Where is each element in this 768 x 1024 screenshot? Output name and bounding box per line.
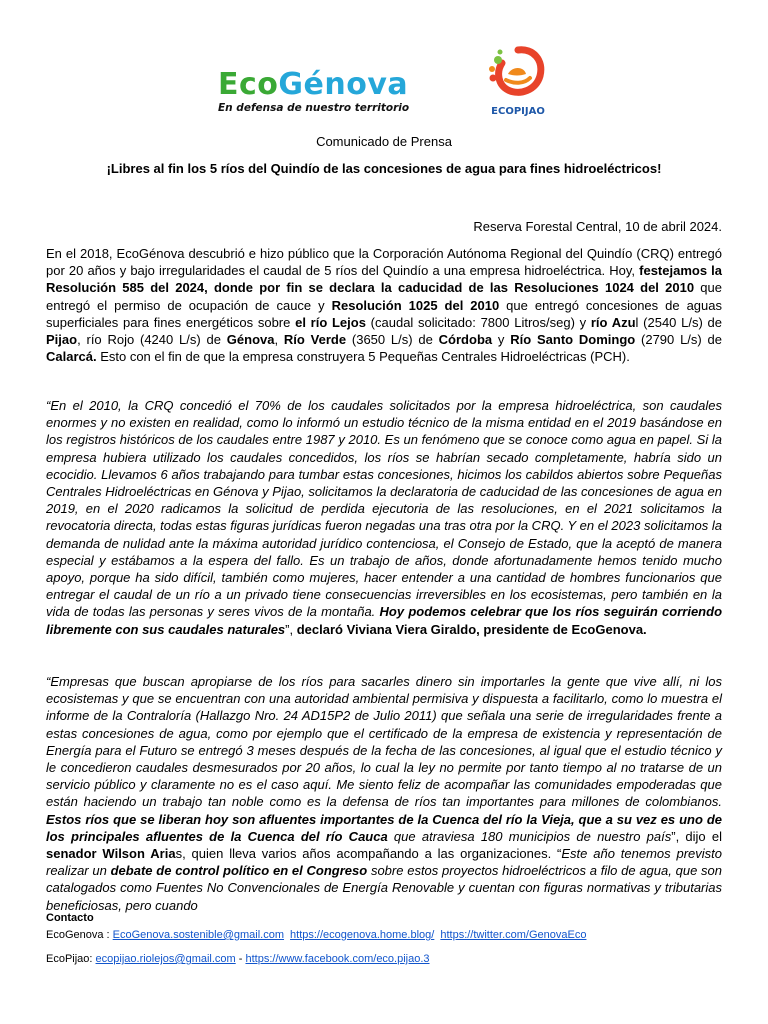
contact-ecopijao-label: EcoPijao: bbox=[46, 953, 96, 965]
ecogenova-logo bbox=[218, 67, 410, 118]
ecogenova-blog-link[interactable]: https://ecogenova.home.blog/ bbox=[290, 929, 435, 941]
contact-ecogenova bbox=[46, 929, 586, 941]
dateline: Reserva Forestal Central, 10 de abril 2024. bbox=[473, 219, 722, 234]
press-release-headline: ¡Libres al fin los 5 ríos del Quindío de las concesiones de agua para fines hidroeléctricos! bbox=[106, 161, 662, 176]
paragraph-2-quote: “En el 2010, la CRQ concedió el 70% de los caudales solicitados por la empresa hidroeléctrica, son caudales enormes y no existen en realidad, como lo informó un estudio técnico de la misma entidad en el 2019 basándose en los registros históricos de los caudales entre 1987 y 2010. Es un fenómeno que se conoce como agua en papel. Si la empresa hubiera utilizado los caudales concedidos, los ríos se habrían secado completamente, habría sido un ecocidio. Llevamos 6 años trabajando para tumbar estas concesiones, hicimos los cabildos abiertos sobre Pequeñas Centrales Hidroeléctricas en Génova y Pijao, solicitamos la declaratoria de caducidad de las concesiones de agua en 2019, en el 2020 radicamos la solicitud de perdida ejecutoria de las resoluciones, en el 2021 solicitamos la revocatoria directa, todas estas figuras jurídicas fueron negadas una tras otra por la CRQ. Y en el 2023 solicitamos la demanda de nulidad ante la máxima autoridad jurídico contenciosa, el Consejo de Estado, que la aceptó de manera especial y estábamos a la espera del fallo. Es un trabajo de años, donde afortunadamente hemos tenido mucho apoyo, porque ha sido difícil, también como mujeres, hacer entender a una cantidad de hombres funcionarios que entregar el caudal de un río a un privado tiene consecuencias irreversibles en los ecosistemas, pero también en la vida de todas las personas y seres vivos de la montaña. Hoy podemos celebrar que los ríos seguirán corriendo libremente con sus caudales naturales”, declaró Viviana Viera Giraldo, presidente de EcoGenova. bbox=[46, 398, 723, 637]
press-release-kicker: Comunicado de Prensa bbox=[316, 134, 452, 149]
ecogenova-twitter-link[interactable]: https://twitter.com/GenovaEco bbox=[440, 929, 587, 941]
ecogenova-email-link[interactable]: EcoGenova.sostenible@gmail.com bbox=[112, 929, 285, 941]
contact-ecopijao: EcoPijao: ecopijao.riolejos@gmail.com - https://www.facebook.com/eco.pijao.3 bbox=[46, 953, 430, 965]
ecopijao-emblem-icon bbox=[478, 44, 558, 106]
contact-title: Contacto bbox=[46, 912, 94, 924]
ecopijao-email-link[interactable]: ecopijao.riolejos@gmail.com bbox=[95, 953, 236, 965]
ecopijao-facebook-link[interactable]: https://www.facebook.com/eco.pijao.3 bbox=[245, 953, 430, 965]
contact-ecogenova-label: EcoGenova : bbox=[46, 929, 113, 941]
ecogenova-wordmark: EcoGénova bbox=[218, 67, 409, 102]
paragraph-1: En el 2018, EcoGénova descubrió e hizo público que la Corporación Autónoma Regional del Quindío (CRQ) entregó por 20 años y bajo irregularidades el caudal de 5 ríos del Quindío a una empresa hidroeléctrica. Hoy, festejamos la Resolución 585 del 2024, donde por fin se declara la caducidad de las Resoluciones 1024 del 2010 que entregó el permiso de ocupación de cauce y Resolución 1025 del 2010 que entregó concesiones de aguas superficiales para fines energéticos sobre el río Lejos (caudal solicitado: 7800 Litros/seg) y río Azul (2540 L/s) de Pijao, río Rojo (4240 L/s) de Génova, Río Verde (3650 L/s) de Córdoba y Río Santo Domingo (2790 L/s) de Calarcá. Esto con el fin de que la empresa construyera 5 Pequeñas Centrales Hidroeléctricas (PCH). bbox=[46, 246, 723, 365]
ecopijao-name: ECOPIJAO bbox=[491, 106, 545, 117]
ecopijao-logo bbox=[478, 44, 558, 120]
paragraph-3-quote: “Empresas que buscan apropiarse de los ríos para sacarles dinero sin importarles la gente que vive allí, ni los ecosistemas y que se encuentran con una autoridad ambiental permisiva y dispuesta a facilitarlo, como lo muestra el informe de la Contraloría (Hallazgo Nro. 24 AD15P2 de Julio 2011) que señala una serie de irregularidades frente a estas concesiones de agua, como por ejemplo que el certificado de la empresa de existencia y representación de Energía para el Futuro se entregó 3 meses después de la fecha de las concesiones, al igual que el estudio técnico y le concedieron caudales desmesurados por 20 años, lo cual la ley no permite por tanto tiempo al no tratarse de un servicio público y claramente no es el caso aquí. Me siento feliz de acompañar las comunidades empoderadas que están haciendo un trabajo tan noble como es la defensa de ríos tan importantes para millones de colombianos. Estos ríos que se liberan hoy son afluentes importantes de la Cuenca del río la Vieja, que a su vez es uno de los principales afluentes de la Cuenca del río Cauca que atraviesa 180 municipios de nuestro país”, dijo el senador Wilson Arias, quien lleva varios años acompañando a las organizaciones. “Este año tenemos previsto realizar un debate de control político en el Congreso sobre estos proyectos hidroeléctricos a filo de agua, que son catalogados como Fuentes No Convencionales de Energía Renovable y cuentan con figuras normativas y tributarias beneficiosas, pero cuando bbox=[46, 674, 723, 913]
ecogenova-tagline: En defensa de nuestro territorio bbox=[218, 102, 410, 114]
